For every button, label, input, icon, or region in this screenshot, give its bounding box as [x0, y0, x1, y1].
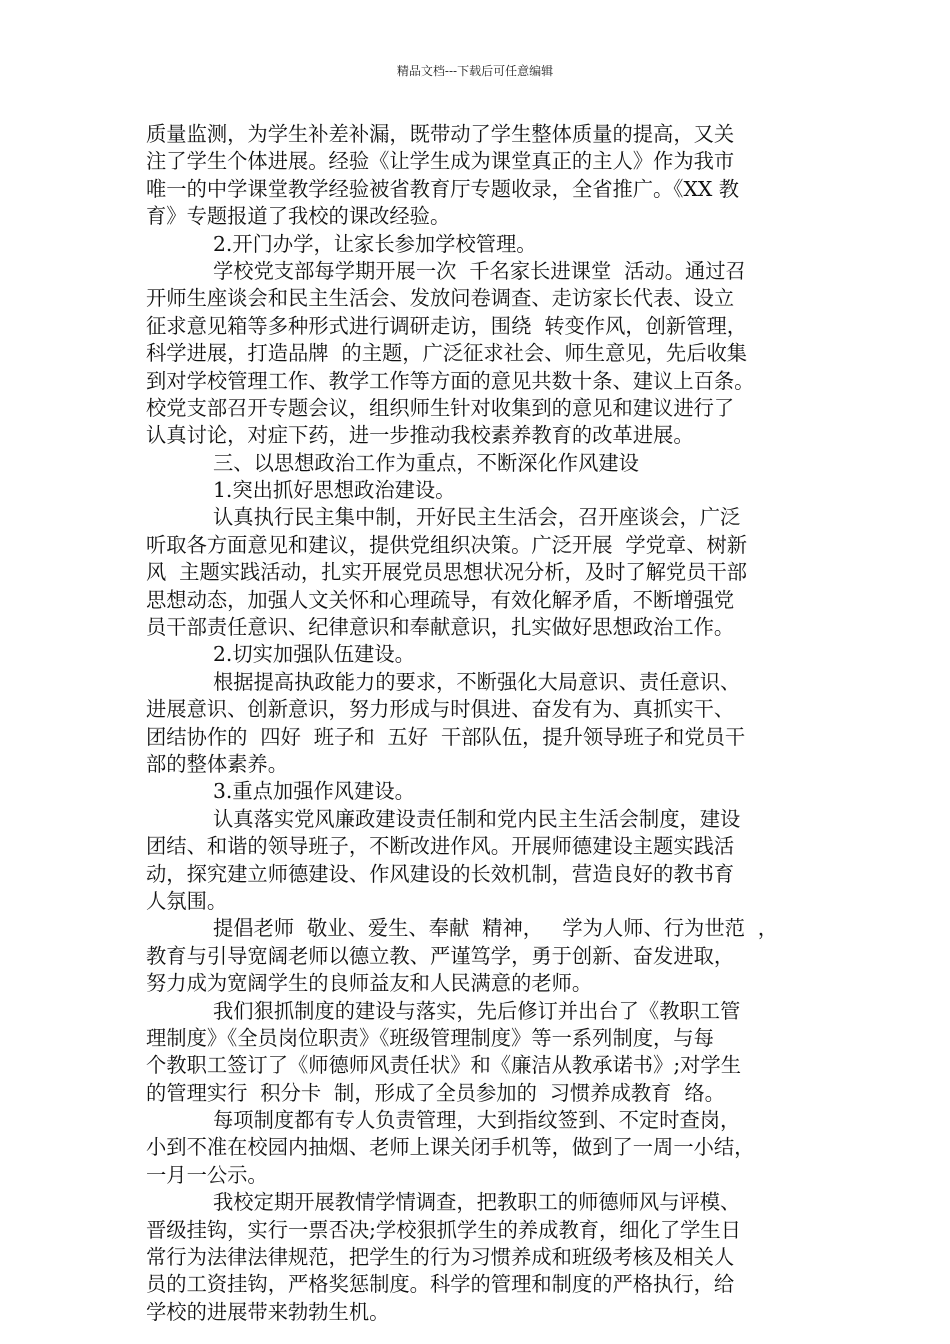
text-line: 科学进展，打造品牌 的主题，广泛征求社会、师生意见，先后收集 [146, 341, 748, 366]
text-line: 2.开门办学，让家长参加学校管理。 [213, 231, 537, 256]
text-line: 2.切实加强队伍建设。 [213, 642, 415, 667]
text-line: 晋级挂钩，实行一票否决;学校狠抓学生的养成教育，细化了学生日 [146, 1217, 741, 1242]
text-line: 听取各方面意见和建议，提供党组织决策。广泛开展 学党章、树新 [146, 532, 748, 557]
text-line: 人氛围。 [146, 888, 228, 913]
text-line: 的管理实行 积分卡 制，形成了全员参加的 习惯养成教育 络。 [146, 1080, 725, 1105]
text-line: 教育与引导宽阔老师以德立教、严谨笃学，勇于创新、奋发进取， [146, 943, 735, 968]
text-line: 学校的进展带来勃勃生机。 [146, 1299, 390, 1324]
text-line: 质量监测，为学生补差补漏，既带动了学生整体质量的提高，又关 [146, 122, 735, 146]
text-line: 理制度》《全员岗位职责》《班级管理制度》等一系列制度，与每 [146, 1025, 714, 1050]
text-line: 一月一公示。 [146, 1162, 268, 1187]
page-header: 精品文档---下载后可任意编辑 [396, 64, 554, 78]
text-line: 注了学生个体进展。经验《让学生成为课堂真正的主人》作为我市 [146, 149, 735, 174]
text-line: 征求意见箱等多种形式进行调研走访，围绕 转变作风，创新管理， [146, 313, 748, 338]
text-line: 风 主题实践活动，扎实开展党员思想状况分析，及时了解党员干部 [146, 560, 748, 585]
text-line: 育》专题报道了我校的课改经验。 [146, 204, 451, 229]
text-line: 根据提高执政能力的要求，不断强化大局意识、责任意识、 [213, 669, 741, 694]
text-line: 员的工资挂钩，严格奖惩制度。科学的管理和制度的严格执行，给 [146, 1272, 735, 1297]
text-line: 每项制度都有专人负责管理，大到指纹签到、不定时查岗， [213, 1108, 741, 1133]
text-line: 动，探究建立师德建设、作风建设的长效机制，营造良好的教书育 [146, 861, 735, 886]
text-line: 认真执行民主集中制，开好民主生活会，召开座谈会，广泛 [213, 505, 741, 530]
text-line: 唯一的中学课堂教学经验被省教育厅专题收录，全省推广。《XX 教 [146, 176, 740, 201]
text-line: 认真讨论，对症下药，进一步推动我校素养教育的改革进展。 [146, 423, 694, 448]
text-line: 努力成为宽阔学生的良师益友和人民满意的老师。 [146, 971, 593, 996]
text-line: 校党支部召开专题会议，组织师生针对收集到的意见和建议进行了 [146, 395, 735, 420]
text-line: 学校党支部每学期开展一次 千名家长进课堂 活动。通过召 [213, 258, 746, 283]
text-line: 常行为法律法律规范，把学生的行为习惯养成和班级考核及相关人 [146, 1245, 735, 1270]
text-line: 团结、和谐的领导班子，不断改进作风。开展师德建设主题实践活 [146, 834, 735, 859]
text-line: 1.突出抓好思想政治建设。 [213, 478, 456, 503]
text-line: 小到不准在校园内抽烟、老师上课关闭手机等，做到了一周一小结， [146, 1135, 755, 1160]
text-line: 到对学校管理工作、教学工作等方面的意见共数十条、建议上百条。 [146, 368, 755, 393]
text-line: 三、以思想政治工作为重点，不断深化作风建设 [213, 450, 639, 475]
text-line: 思想动态，加强人文关怀和心理疏导，有效化解矛盾，不断增强党 [146, 587, 735, 612]
text-line: 3.重点加强作风建设。 [213, 779, 415, 804]
text-line: 个教职工签订了《师德师风责任状》和《廉洁从教承诺书》;对学生 [146, 1053, 741, 1078]
text-line: 开师生座谈会和民主生活会、发放问卷调查、走访家长代表、设立 [146, 286, 735, 311]
text-line: 我校定期开展教情学情调查，把教职工的师德师风与评模、 [213, 1190, 741, 1215]
document-body [146, 121, 826, 1326]
text-line: 进展意识、创新意识，努力形成与时俱进、奋发有为、真抓实干、 [146, 697, 735, 722]
text-line: 部的整体素养。 [146, 751, 288, 776]
text-line: 团结协作的 四好 班子和 五好 干部队伍，提升领导班子和党员干 [146, 724, 746, 749]
text-line: 我们狠抓制度的建设与落实，先后修订并出台了《教职工管 [213, 998, 741, 1023]
text-line: 提倡老师 敬业、爱生、奉献 精神， 学为人师、行为世范 ， [213, 916, 779, 941]
text-line: 认真落实党风廉政建设责任制和党内民主生活会制度，建设 [213, 806, 741, 831]
text-line: 员干部责任意识、纪律意识和奉献意识，扎实做好思想政治工作。 [146, 615, 735, 640]
